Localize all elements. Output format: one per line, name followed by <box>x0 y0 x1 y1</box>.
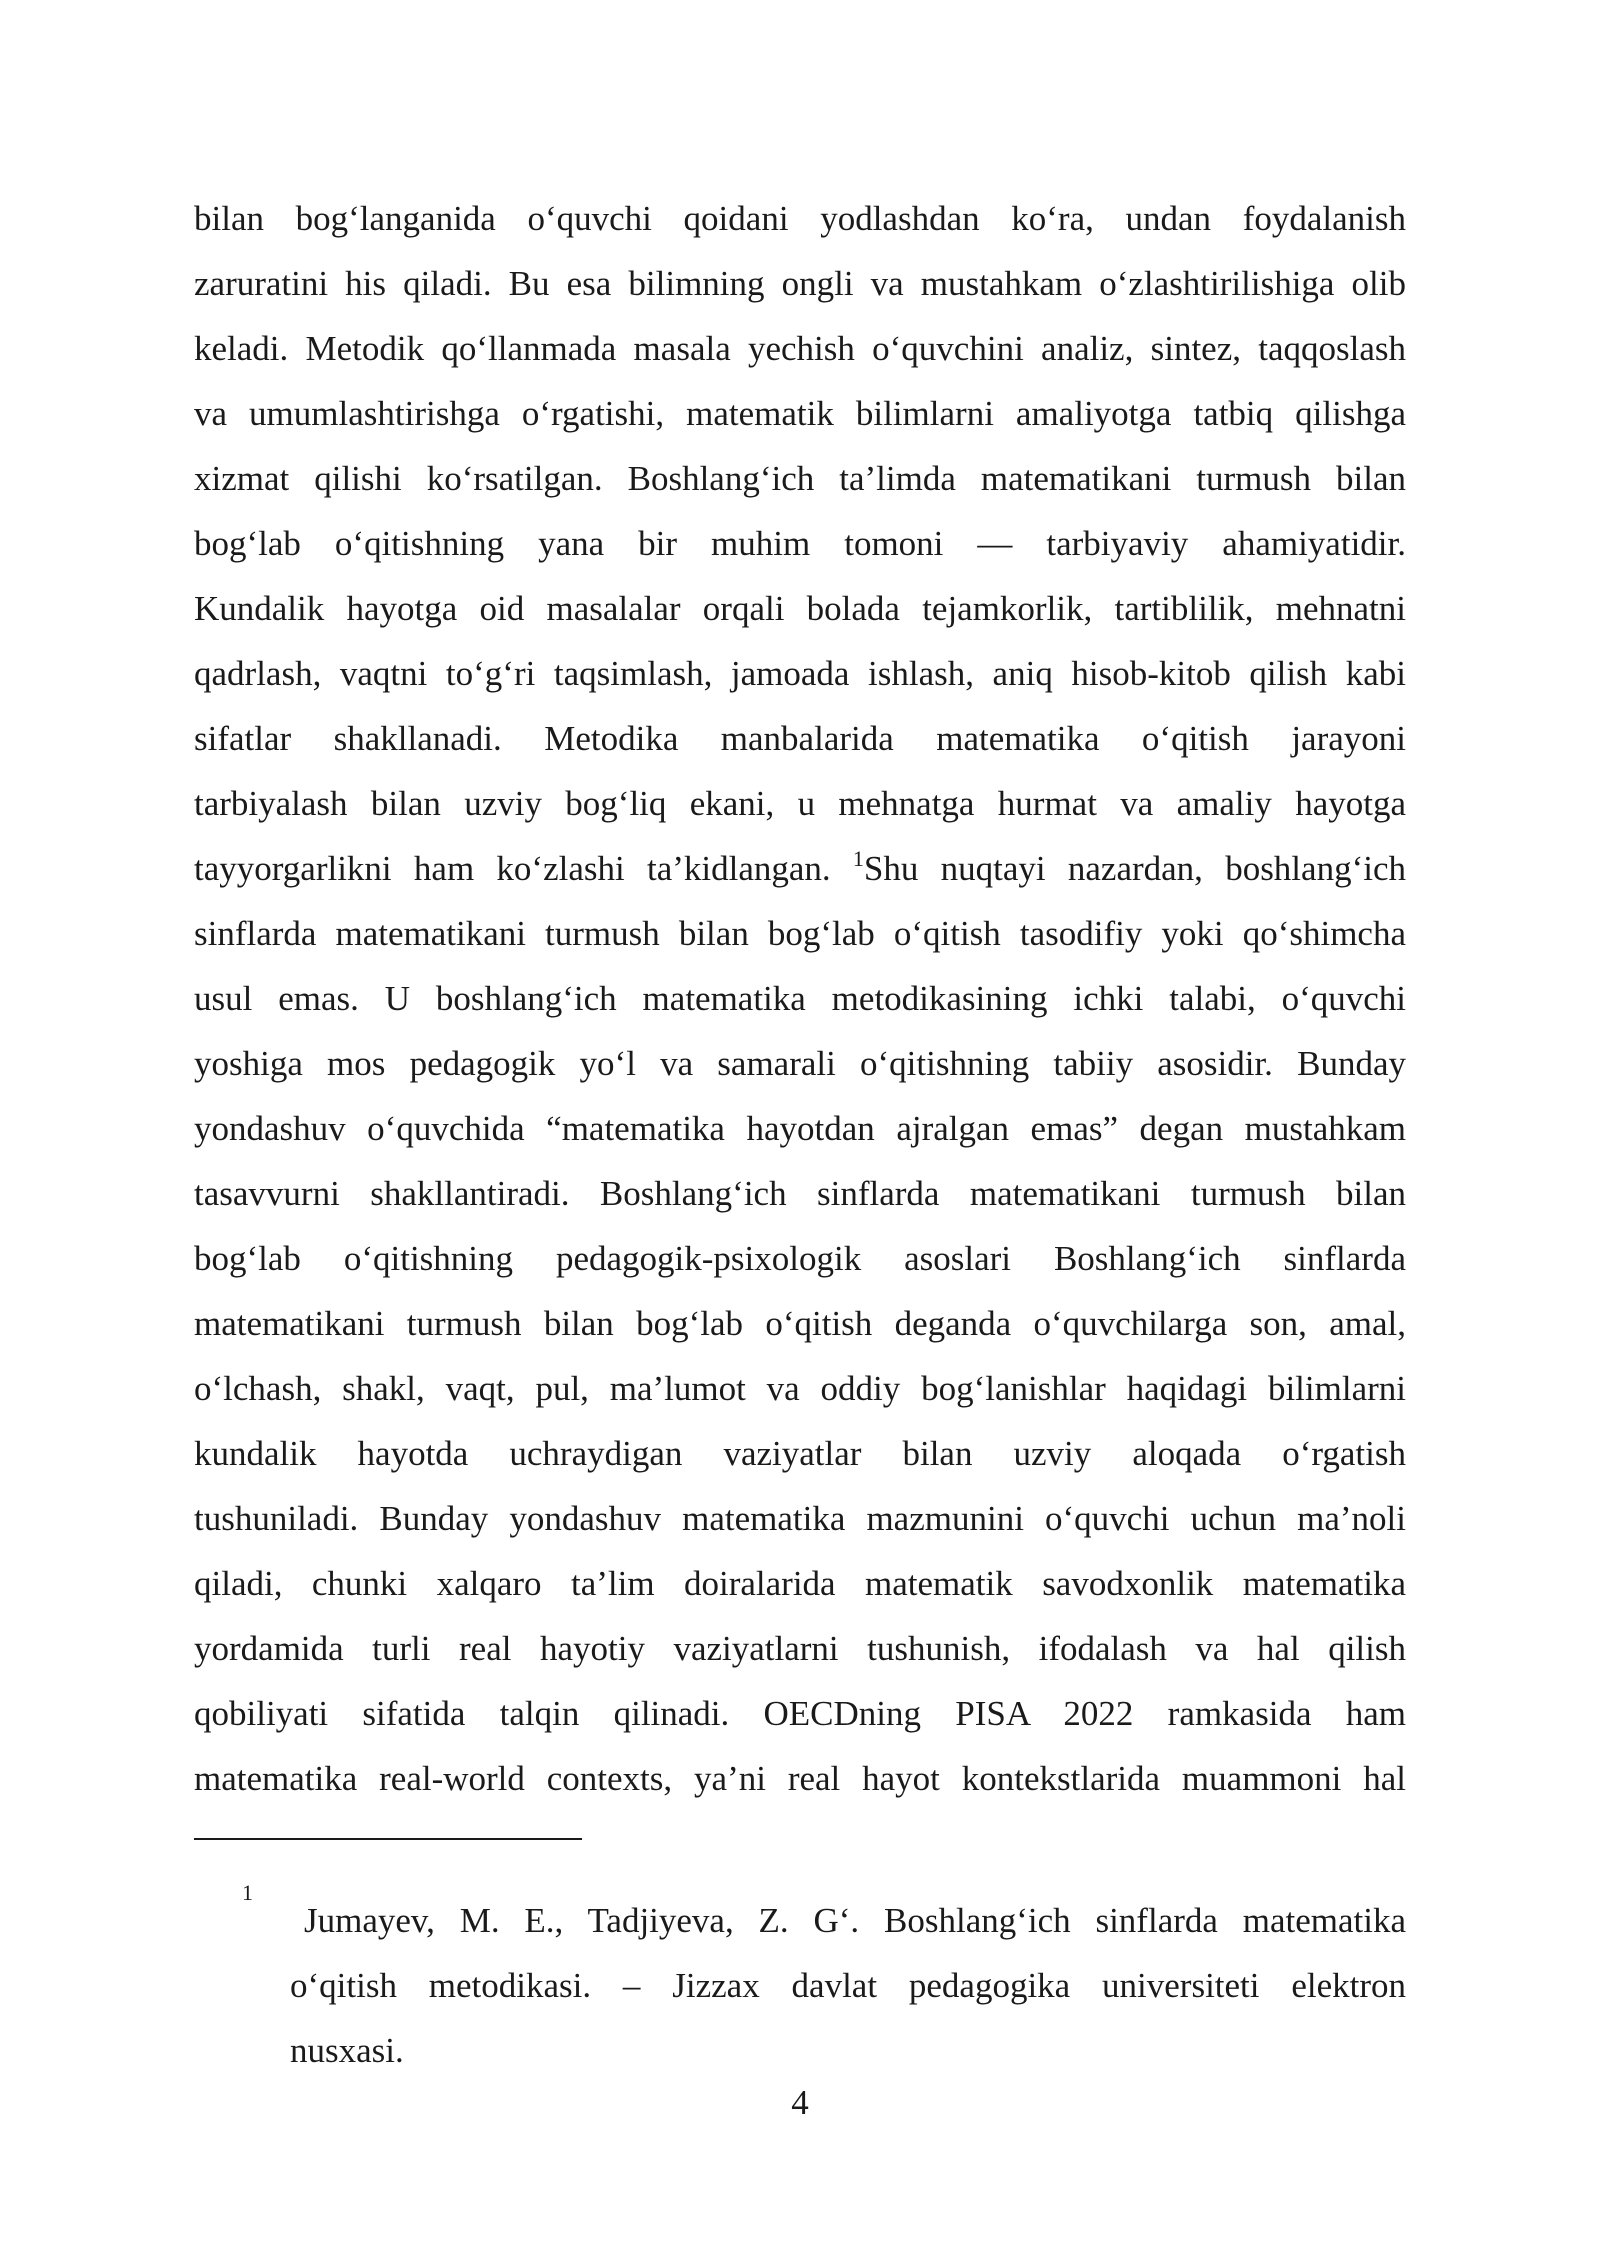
text-line: tasavvurni shakllantiradi. Boshlang‘ich sinflarda matematikani turmush bilan <box>194 1174 1406 1213</box>
text-line: sinflarda matematikani turmush bilan bog‘lab o‘qitish tasodifiy yoki qo‘shimcha <box>194 914 1406 953</box>
footnote-marker: 1 <box>242 1880 253 1905</box>
text-line: bog‘lab o‘qitishning pedagogik-psixologik asoslari Boshlang‘ich sinflarda <box>194 1239 1406 1278</box>
text-line: tushuniladi. Bunday yondashuv matematika mazmunini o‘quvchi uchun ma’noli <box>194 1499 1406 1538</box>
text-line: yordamida turli real hayotiy vaziyatlarni tushunish, ifodalash va hal qilish <box>194 1629 1406 1668</box>
text-line: zaruratini his qiladi. Bu esa bilimning ongli va mustahkam o‘zlashtirilishiga olib <box>194 264 1406 303</box>
text-line: matematikani turmush bilan bog‘lab o‘qitish deganda o‘quvchilarga son, amal, <box>194 1304 1406 1343</box>
text-line: qiladi, chunki xalqaro ta’lim doiralarida matematik savodxonlik matematika <box>194 1564 1406 1603</box>
footnote-line: o‘qitish metodikasi. – Jizzax davlat pedagogika universiteti elektron <box>290 1966 1406 2005</box>
text-line: qadrlash, vaqtni to‘g‘ri taqsimlash, jamoada ishlash, aniq hisob-kitob qilish kabi <box>194 654 1406 693</box>
footnote-reference[interactable]: 1 <box>852 846 864 871</box>
body-paragraph <box>194 186 1406 1811</box>
text-line: bilan bog‘langanida o‘quvchi qoidani yodlashdan ko‘ra, undan foydalanish <box>194 199 1406 238</box>
text-line: matematika real-world contexts, ya’ni real hayot kontekstlarida muammoni hal <box>194 1759 1406 1798</box>
text-line: yondashuv o‘quvchida “matematika hayotdan ajralgan emas” degan mustahkam <box>194 1109 1406 1148</box>
text-segment: Shu nuqtayi nazardan, boshlang‘ich <box>863 849 1406 888</box>
text-line: o‘lchash, shakl, vaqt, pul, ma’lumot va oddiy bog‘lanishlar haqidagi bilimlarni <box>194 1369 1406 1408</box>
text-line: keladi. Metodik qo‘llanmada masala yechish o‘quvchini analiz, sintez, taqqoslash <box>194 329 1406 368</box>
text-line: yoshiga mos pedagogik yo‘l va samarali o‘qitishning tabiiy asosidir. Bunday <box>194 1044 1406 1083</box>
text-line: va umumlashtirishga o‘rgatishi, matematik bilimlarni amaliyotga tatbiq qilishga <box>194 394 1406 433</box>
footnote <box>194 1880 1406 2083</box>
text-line: xizmat qilishi ko‘rsatilgan. Boshlang‘ich ta’limda matematikani turmush bilan <box>194 459 1406 498</box>
text-line-with-footnote <box>194 836 1406 901</box>
text-line: usul emas. U boshlang‘ich matematika metodikasining ichki talabi, o‘quvchi <box>194 979 1406 1018</box>
footnote-line: nusxasi. <box>290 2031 404 2070</box>
text-line: bog‘lab o‘qitishning yana bir muhim tomoni — tarbiyaviy ahamiyatidir. <box>194 524 1406 563</box>
footnote-separator <box>194 1838 582 1840</box>
footnote-line: Jumayev, M. E., Tadjiyeva, Z. G‘. Boshlang‘ich sinflarda matematika <box>304 1901 1406 1940</box>
text-line: qobiliyati sifatida talqin qilinadi. OECDning PISA 2022 ramkasida ham <box>194 1694 1406 1733</box>
text-segment: tayyorgarlikni ham ko‘zlashi ta’kidlangan. <box>194 849 853 888</box>
text-line: kundalik hayotda uchraydigan vaziyatlar bilan uzviy aloqada o‘rgatish <box>194 1434 1406 1473</box>
page-number: 4 <box>791 2083 809 2122</box>
text-line: tarbiyalash bilan uzviy bog‘liq ekani, u mehnatga hurmat va amaliy hayotga <box>194 784 1406 823</box>
text-line: Kundalik hayotga oid masalalar orqali bolada tejamkorlik, tartiblilik, mehnatni <box>194 589 1406 628</box>
text-line: sifatlar shakllanadi. Metodika manbalarida matematika o‘qitish jarayoni <box>194 719 1406 758</box>
